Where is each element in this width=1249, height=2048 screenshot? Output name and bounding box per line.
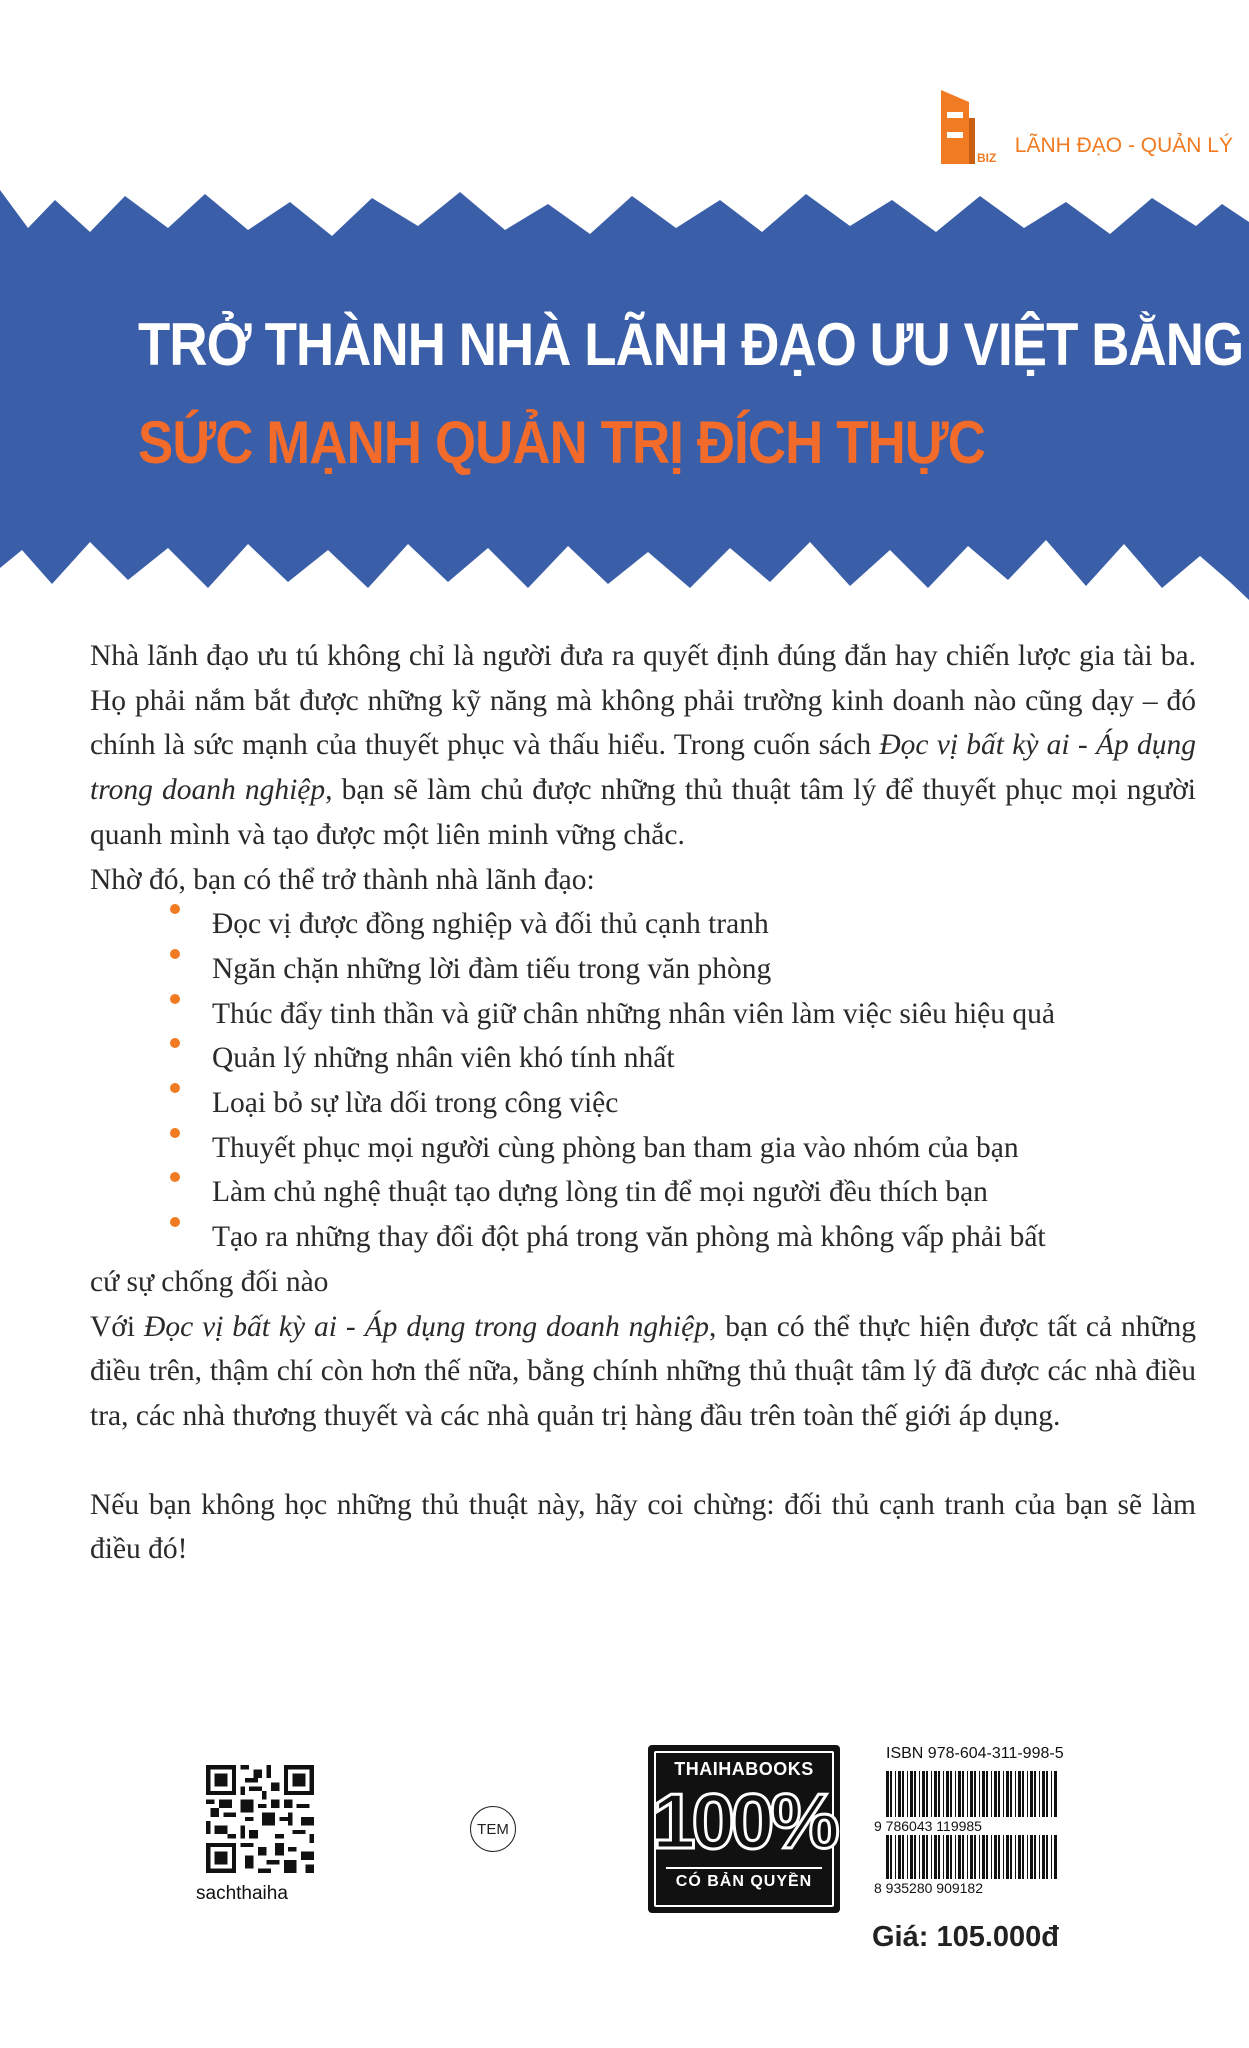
- headline-banner: [0, 190, 1249, 600]
- list-item-text: Tạo ra những thay đổi đột phá trong văn phòng mà không vấp phải bất: [212, 1221, 1046, 1254]
- copyright-stamp: [648, 1745, 840, 1913]
- publisher-logo: [939, 88, 1005, 166]
- bullet-dot-icon: [170, 1172, 180, 1182]
- barcode-number-2: 8 935280 909182: [874, 1880, 983, 1895]
- book-title-italic: Đọc vị bất kỳ ai - Áp dụng trong doanh nghiệp: [144, 1310, 709, 1343]
- bullet-dot-icon: [170, 1038, 180, 1048]
- list-item-text: Thuyết phục mọi người cùng phòng ban tham gia vào nhóm của bạn: [212, 1131, 1019, 1164]
- stamp-subtitle: CÓ BẢN QUYỀN: [675, 1873, 813, 1890]
- bullet-dot-icon: [170, 994, 180, 1004]
- publisher-block: [939, 88, 1233, 166]
- isbn-label: ISBN 978-604-311-998-5: [886, 1745, 1064, 1762]
- list-item: [90, 947, 1196, 992]
- paragraph-summary-start: Với: [90, 1310, 145, 1343]
- bullet-dot-icon: [170, 904, 180, 914]
- bullet-dot-icon: [170, 1128, 180, 1138]
- list-item-text: Loại bỏ sự lừa dối trong công việc: [212, 1087, 619, 1120]
- list-item: [90, 1081, 1196, 1126]
- list-item: [90, 1126, 1196, 1171]
- paragraph-summary: [90, 1305, 1196, 1439]
- bullet-dot-icon: [170, 1217, 180, 1227]
- stamp-brand: THAIHABOOKS: [674, 1759, 814, 1779]
- list-item-text: Làm chủ nghệ thuật tạo dựng lòng tin để mọi người đều thích bạn: [212, 1176, 988, 1209]
- tem-seal: TEM: [470, 1806, 516, 1852]
- list-item: [90, 992, 1196, 1037]
- publisher-mark: BIZ: [976, 151, 997, 165]
- paragraph-intro-text: Nhà lãnh đạo ưu tú không chỉ là người đưa ra quyết định đúng đắn hay chiến lược gia tài ba. Họ phải nắm bắt được những kỹ năng mà không phải trường kinh doanh nào cũng dạy – đó chính là sức mạnh của thuyết phục và thấu hiểu. Trong cuốn sách: [90, 640, 1196, 762]
- benefit-list: [90, 902, 1196, 1260]
- book-title-italic: Đọc vị bất kỳ ai - Áp dụng trong doanh nghiệp: [90, 729, 1196, 807]
- list-item: [90, 902, 1196, 947]
- headline: [138, 296, 1243, 492]
- list-item: [90, 1036, 1196, 1081]
- headline-line-2: SỨC MẠNH QUẢN TRỊ ĐÍCH THỰC: [138, 409, 986, 476]
- headline-line-1: TRỞ THÀNH NHÀ LÃNH ĐẠO ƯU VIỆT BẰNG: [138, 311, 1244, 378]
- paragraph-summary-end: , bạn có thể thực hiện được tất cả những điều trên, thậm chí còn hơn thế nữa, bằng chính những thủ thuật tâm lý đã được các nhà điều tra, các nhà thương thuyết và các nhà quản trị hàng đầu trên toàn thế giới áp dụng.: [90, 1310, 1197, 1432]
- bullet-dot-icon: [170, 949, 180, 959]
- back-cover-footer: [0, 1745, 1249, 2045]
- barcode-icon: [872, 1769, 1062, 1895]
- barcode-number-1: 9 786043 119985: [874, 1818, 982, 1834]
- paragraph-intro: [90, 634, 1196, 858]
- bullet-dot-icon: [170, 1083, 180, 1093]
- list-item-text: Ngăn chặn những lời đàm tiếu trong văn phòng: [212, 952, 772, 985]
- list-item-text: Quản lý những nhân viên khó tính nhất: [212, 1042, 675, 1075]
- list-item-continuation: cứ sự chống đối nào: [90, 1265, 329, 1298]
- paragraph-closing: Nếu bạn không học những thủ thuật này, hãy coi chừng: đối thủ cạnh tranh của bạn sẽ làm điều đó!: [90, 1488, 1196, 1566]
- publisher-category: LÃNH ĐẠO - QUẢN LÝ: [1014, 134, 1233, 157]
- book-description: [90, 634, 1196, 1572]
- stamp-percent: 100%: [652, 1777, 836, 1865]
- price: Giá: 105.000đ: [872, 1921, 1059, 1953]
- list-intro: Nhờ đó, bạn có thể trở thành nhà lãnh đạo:: [90, 863, 595, 896]
- qr-label: sachthaiha: [196, 1883, 288, 1904]
- list-item: [90, 1215, 1196, 1260]
- paragraph-intro-end: , bạn sẽ làm chủ được những thủ thuật tâm lý để thuyết phục mọi người quanh mình và tạo được một liên minh vững chắc.: [90, 774, 1196, 851]
- list-item-text: Đọc vị được đồng nghiệp và đối thủ cạnh tranh: [212, 908, 769, 941]
- qr-code-icon: [206, 1765, 314, 1873]
- list-item: [90, 1170, 1196, 1215]
- list-item-text: Thúc đẩy tinh thần và giữ chân những nhân viên làm việc siêu hiệu quả: [212, 997, 1055, 1030]
